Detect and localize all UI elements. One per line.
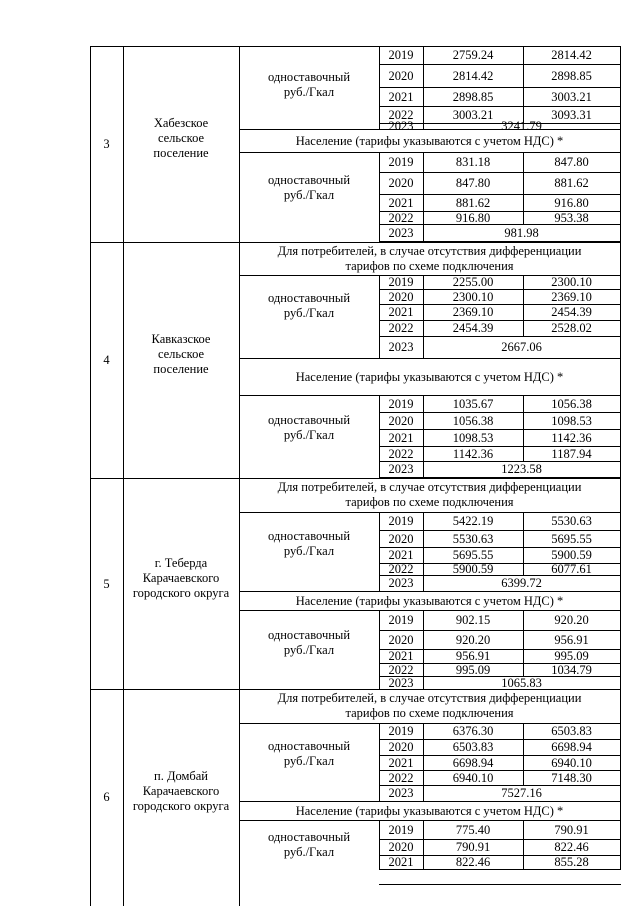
tariff-first-half: 995.09 [455, 662, 491, 677]
tariff-first-half: 5422.19 [452, 514, 494, 528]
rule-vertical [379, 275, 380, 359]
rule-horizontal [379, 64, 621, 65]
tariff-first-half: 822.46 [455, 855, 491, 869]
tariff-first-half: 6698.94 [452, 755, 494, 770]
tariff-first-half: 6940.10 [452, 770, 494, 785]
rule-vertical [423, 723, 424, 802]
tariff-second-half: 2814.42 [551, 48, 592, 62]
tariff-second-half: 2898.85 [551, 68, 592, 83]
rule-horizontal [239, 152, 621, 153]
tariff-first-half: 1142.36 [452, 446, 494, 461]
year-cell: 2021 [388, 548, 414, 562]
consumer-note: тарифов по схеме подключения [345, 259, 514, 273]
rule-horizontal [90, 478, 621, 479]
year-cell: 2023 [388, 786, 414, 800]
rule-horizontal [239, 610, 621, 611]
tariff-second-half: 995.09 [554, 649, 589, 663]
rule-vertical [423, 152, 424, 242]
year-cell: 2020 [388, 632, 414, 647]
tariff-single: 6399.72 [501, 576, 542, 590]
tariff-single: 1223.58 [501, 462, 542, 476]
year-cell: 2021 [388, 195, 414, 210]
rule-vertical [620, 395, 621, 478]
rule-vertical [423, 610, 424, 690]
tariff-second-half: 847.80 [554, 155, 589, 169]
tariff-single: 3241.79 [501, 119, 542, 133]
consumer-note: Для потребителей, в случае отсутствия дифференциации [277, 691, 582, 705]
tariff-second-half: 3093.31 [551, 107, 592, 122]
tariff-first-half: 902.15 [455, 613, 491, 627]
rule-vertical [620, 689, 621, 724]
rule-vertical [620, 478, 621, 513]
year-cell: 2019 [388, 155, 414, 169]
rule-vertical [379, 610, 380, 690]
year-cell: 2023 [388, 675, 414, 690]
rule-vertical [620, 801, 621, 821]
section-name-line: Хабезское [153, 116, 209, 130]
rule-vertical [379, 512, 380, 592]
tariff-first-half: 775.40 [455, 822, 491, 837]
section-name-line: Кавказское [151, 332, 211, 346]
rule-vertical [423, 395, 424, 478]
tariff-second-half: 6503.83 [551, 724, 592, 738]
unit-label: руб./Гкал [283, 188, 335, 202]
rule-horizontal [379, 785, 621, 786]
tariff-second-half: 2528.02 [551, 321, 592, 335]
rule-horizontal [379, 172, 621, 173]
year-cell: 2020 [388, 176, 414, 190]
rule-vertical [620, 46, 621, 130]
tariff-first-half: 2454.39 [452, 321, 494, 335]
tariff-first-half: 831.18 [455, 155, 491, 169]
section-name-line: сельское [157, 347, 205, 361]
section-name-line: п. Домбай [154, 769, 208, 783]
rule-vertical [620, 358, 621, 396]
rule-vertical [379, 395, 380, 478]
rule-vertical [379, 152, 380, 242]
tariff-first-half: 1098.53 [452, 430, 494, 445]
section-number: 6 [103, 790, 110, 804]
rule-vertical [123, 46, 124, 906]
tariff-first-half: 3003.21 [452, 107, 494, 122]
year-cell: 2019 [388, 724, 414, 738]
rule-horizontal [379, 884, 621, 885]
year-cell: 2021 [388, 89, 414, 104]
year-cell: 2021 [388, 855, 414, 869]
section-number: 5 [103, 576, 110, 591]
consumer-note: тарифов по схеме подключения [345, 706, 514, 720]
year-cell: 2020 [388, 289, 414, 304]
rule-vertical [523, 46, 524, 124]
rule-horizontal [239, 512, 621, 513]
rule-vertical [620, 820, 621, 870]
tariff-single: 1065.83 [501, 675, 542, 690]
tariff-second-half: 7148.30 [551, 770, 592, 785]
rule-horizontal [379, 630, 621, 631]
unit-label: одноставочный [267, 413, 351, 427]
rule-horizontal [379, 591, 621, 592]
rule-vertical [620, 129, 621, 153]
section-name-line: поселение [153, 146, 209, 160]
year-cell: 2021 [388, 649, 414, 663]
rule-vertical [523, 512, 524, 576]
section-name-line: городского округа [132, 799, 230, 813]
rule-horizontal [379, 801, 621, 802]
unit-label: руб./Гкал [283, 643, 335, 657]
tariff-second-half: 953.38 [554, 210, 589, 225]
year-cell: 2020 [388, 740, 414, 754]
tariff-single: 7527.16 [501, 786, 542, 800]
tariff-first-half: 6503.83 [452, 740, 494, 754]
rule-horizontal [90, 242, 621, 243]
year-cell: 2020 [388, 68, 414, 83]
tariff-first-half: 2300.10 [452, 289, 494, 304]
unit-label: одноставочный [267, 69, 351, 84]
tariff-second-half: 920.20 [554, 613, 589, 627]
section-number: 3 [103, 137, 110, 151]
unit-label: одноставочный [267, 628, 351, 642]
rule-vertical [523, 820, 524, 870]
year-cell: 2022 [388, 770, 414, 785]
unit-label: руб./Гкал [283, 428, 335, 442]
rule-vertical [379, 723, 380, 802]
unit-label: одноставочный [267, 528, 351, 543]
tariff-second-half: 822.46 [554, 840, 589, 854]
tariff-second-half: 1098.53 [551, 413, 592, 428]
year-cell: 2022 [388, 107, 414, 122]
tariff-second-half: 1056.38 [551, 396, 592, 411]
tariff-single: 981.98 [504, 225, 539, 240]
consumer-note: Для потребителей, в случае отсутствия дифференциации [277, 244, 582, 258]
population-note: Население (тарифы указываются с учетом НДС) * [295, 133, 564, 148]
unit-label: руб./Гкал [283, 754, 335, 768]
rule-horizontal [379, 461, 621, 462]
tariff-second-half: 1187.94 [551, 446, 592, 461]
rule-vertical [523, 275, 524, 337]
tariff-second-half: 2369.10 [551, 289, 592, 304]
year-cell: 2021 [388, 755, 414, 770]
population-note: Население (тарифы указываются с учетом НДС) * [295, 593, 564, 608]
tariff-first-half: 956.91 [455, 649, 491, 663]
rule-vertical [523, 610, 524, 677]
tariff-first-half: 1056.38 [452, 413, 494, 428]
unit-label: руб./Гкал [283, 305, 335, 320]
tariff-first-half: 2759.24 [452, 48, 494, 62]
tariff-second-half: 6698.94 [551, 740, 592, 754]
year-cell: 2023 [388, 225, 414, 240]
section-name-line: городского округа [132, 585, 230, 600]
rule-vertical [423, 46, 424, 130]
tariff-second-half: 881.62 [554, 176, 589, 190]
year-cell: 2020 [388, 413, 414, 428]
rule-vertical [620, 512, 621, 592]
unit-label: одноставочный [267, 173, 351, 187]
rule-vertical [239, 46, 240, 906]
year-cell: 2020 [388, 531, 414, 546]
section-name-line: г. Теберда [154, 555, 208, 570]
rule-horizontal [90, 46, 621, 47]
rule-vertical [423, 820, 424, 870]
tariff-second-half: 790.91 [554, 822, 589, 837]
rule-vertical [620, 610, 621, 690]
unit-label: руб./Гкал [283, 543, 335, 558]
rule-vertical [423, 275, 424, 359]
year-cell: 2023 [388, 462, 414, 476]
year-cell: 2019 [388, 613, 414, 627]
tariff-second-half: 6077.61 [551, 562, 592, 576]
population-note: Население (тарифы указываются с учетом НДС) * [295, 803, 564, 818]
year-cell: 2019 [388, 822, 414, 837]
rule-horizontal [379, 336, 621, 337]
tariff-first-half: 1035.67 [452, 396, 494, 411]
rule-horizontal [379, 87, 621, 88]
year-cell: 2022 [388, 662, 414, 677]
rule-vertical [620, 242, 621, 276]
consumer-note: тарифов по схеме подключения [345, 495, 514, 509]
population-note: Население (тарифы указываются с учетом НДС) * [295, 369, 564, 384]
tariff-second-half: 1034.79 [551, 662, 592, 677]
tariff-second-half: 956.91 [554, 632, 589, 647]
tariff-second-half: 5900.59 [551, 548, 592, 562]
year-cell: 2019 [388, 514, 414, 528]
tariff-first-half: 916.80 [455, 210, 491, 225]
rule-horizontal [379, 358, 621, 359]
year-cell: 2023 [388, 119, 414, 133]
tariff-first-half: 920.20 [455, 632, 491, 647]
unit-label: руб./Гкал [283, 844, 335, 859]
year-cell: 2019 [388, 396, 414, 411]
year-cell: 2023 [388, 576, 414, 590]
section-name-line: сельское [157, 131, 205, 145]
rule-vertical [620, 275, 621, 359]
tariff-first-half: 790.91 [455, 840, 491, 854]
tariff-first-half: 2814.42 [452, 68, 494, 83]
rule-vertical [620, 152, 621, 242]
year-cell: 2021 [388, 430, 414, 445]
unit-label: одноставочный [267, 290, 351, 305]
tariff-single: 2667.06 [501, 340, 542, 354]
tariff-second-half: 2300.10 [551, 275, 592, 289]
tariff-first-half: 5695.55 [452, 548, 494, 562]
unit-label: руб./Гкал [283, 84, 335, 99]
section-name-line: Карачаевского [142, 570, 220, 585]
year-cell: 2022 [388, 446, 414, 461]
year-cell: 2022 [388, 562, 414, 576]
tariff-second-half: 855.28 [554, 855, 589, 869]
unit-label: одноставочный [267, 829, 351, 844]
year-cell: 2023 [388, 340, 414, 354]
rule-vertical [423, 512, 424, 592]
tariff-first-half: 5530.63 [452, 531, 494, 546]
unit-label: одноставочный [267, 739, 351, 753]
tariff-second-half: 2454.39 [551, 305, 592, 319]
year-cell: 2022 [388, 321, 414, 335]
tariff-second-half: 1142.36 [551, 430, 592, 445]
year-cell: 2019 [388, 48, 414, 62]
rule-vertical [620, 723, 621, 802]
rule-vertical [90, 46, 91, 906]
rule-vertical [379, 46, 380, 130]
rule-horizontal [379, 869, 621, 870]
rule-vertical [379, 820, 380, 870]
tariff-second-half: 6940.10 [551, 755, 592, 770]
tariff-second-half: 5530.63 [551, 514, 592, 528]
rule-horizontal [90, 689, 621, 690]
rule-vertical [523, 152, 524, 225]
section-name-line: поселение [153, 362, 209, 376]
tariff-first-half: 2369.10 [452, 305, 494, 319]
tariff-first-half: 881.62 [455, 195, 491, 210]
tariff-second-half: 5695.55 [551, 531, 592, 546]
year-cell: 2019 [388, 275, 414, 289]
year-cell: 2022 [388, 210, 414, 225]
rule-horizontal [379, 129, 621, 130]
section-name-line: Карачаевского [142, 784, 220, 798]
year-cell: 2021 [388, 305, 414, 319]
tariff-first-half: 2898.85 [452, 89, 494, 104]
year-cell: 2020 [388, 840, 414, 854]
tariff-first-half: 5900.59 [452, 562, 494, 576]
consumer-note: Для потребителей, в случае отсутствия дифференциации [277, 480, 582, 494]
tariff-second-half: 916.80 [554, 195, 589, 210]
rule-horizontal [379, 123, 621, 124]
tariff-first-half: 6376.30 [452, 724, 494, 738]
rule-horizontal [239, 820, 621, 821]
section-number: 4 [103, 353, 110, 367]
rule-vertical [620, 591, 621, 611]
tariff-first-half: 847.80 [455, 176, 491, 190]
tariff-first-half: 2255.00 [452, 275, 494, 289]
tariff-second-half: 3003.21 [551, 89, 592, 104]
